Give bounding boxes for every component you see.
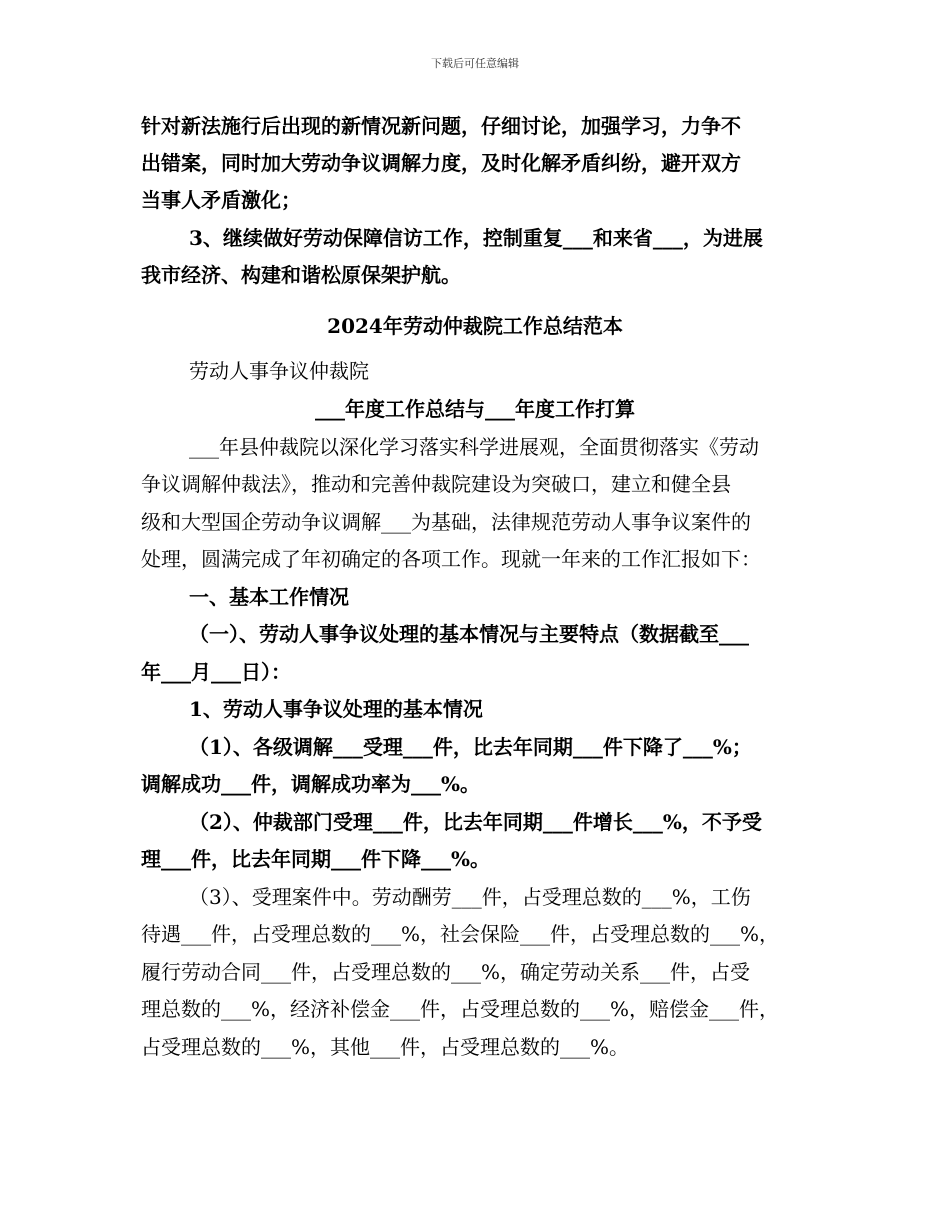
- subsection-heading: （一）、劳动人事争议处理的基本情况与主要特点（数据截至___: [189, 622, 749, 646]
- paragraph-line: 理___件，比去年同期___件下降___%。: [141, 847, 491, 871]
- paragraph-line: 我市经济、构建和谐松原保架护航。: [141, 263, 461, 287]
- paragraph-line: ___年县仲裁院以深化学习落实科学进展观，全面贯彻落实《劳动: [189, 435, 759, 459]
- paragraph-line: 履行劳动合同___件，占受理总数的___%，确定劳动关系___件，占受: [141, 960, 751, 984]
- organization-name: 劳动人事争议仲裁院: [189, 359, 369, 383]
- paragraph-line: 针对新法施行后出现的新情况新问题，仔细讨论，加强学习，力争不: [141, 114, 741, 138]
- document-title: 2024年劳动仲裁院工作总结范本: [327, 314, 623, 338]
- paragraph-line: 占受理总数的___%，其他___件，占受理总数的___%。: [141, 1035, 630, 1059]
- paragraph-line: 处理，圆满完成了年初确定的各项工作。现就一年来的工作汇报如下：: [141, 547, 761, 571]
- paragraph-line: 当事人矛盾激化；: [141, 188, 301, 212]
- paragraph-line: 出错案，同时加大劳动争议调解力度，及时化解矛盾纠纷，避开双方: [141, 151, 741, 175]
- paragraph-line: 3、继续做好劳动保障信访工作，控制重复___和来省___，为进展: [189, 226, 763, 250]
- paragraph-line: （2）、仲裁部门受理___件，比去年同期___件增长___%，不予受: [189, 810, 762, 834]
- item-heading: 1、劳动人事争议处理的基本情况: [189, 697, 483, 721]
- paragraph-line: 争议调解仲裁法》，推动和完善仲裁院建设为突破口，建立和健全县: [141, 472, 731, 496]
- report-subtitle: ___年度工作总结与___年度工作打算: [315, 397, 635, 421]
- paragraph-line: 待遇___件，占受理总数的___%，社会保险___件，占受理总数的___%，: [141, 922, 780, 946]
- paragraph-line: 调解成功___件，调解成功率为___%。: [141, 772, 481, 796]
- paragraph-line: （3）、受理案件中。劳动酬劳___件，占受理总数的___%，工伤: [189, 885, 751, 909]
- paragraph-line: （1）、各级调解___受理___件，比去年同期___件下降了___%；: [189, 735, 752, 759]
- subsection-heading: 年___月___日）：: [141, 660, 291, 684]
- paragraph-line: 级和大型国企劳动争议调解___为基础，法律规范劳动人事争议案件的: [141, 510, 751, 534]
- section-heading: 一、基本工作情况: [189, 585, 349, 609]
- page-header: 下载后可任意编辑: [431, 57, 519, 70]
- paragraph-line: 理总数的___%，经济补偿金___件，占受理总数的___%，赔偿金___件，: [141, 997, 780, 1021]
